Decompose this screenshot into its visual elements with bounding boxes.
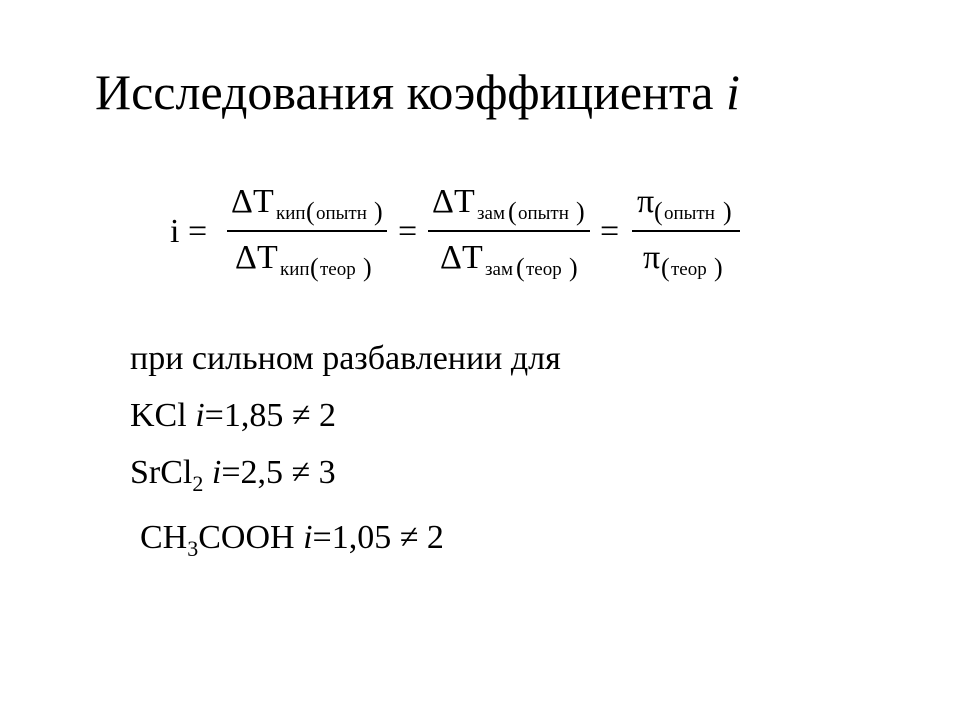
substance-srcl2: SrCl$_2$ bbox=[130, 454, 204, 496]
numerator-delta: Δ bbox=[231, 183, 253, 220]
denominator-delta: Δ bbox=[235, 239, 257, 276]
numerator-paren-open: ( bbox=[508, 197, 517, 226]
numerator-paren-close: ) bbox=[723, 197, 732, 226]
formula-lhs: i bbox=[170, 213, 180, 250]
numerator-delta: Δ bbox=[432, 183, 454, 220]
dilution-text: при сильном разбавлении для bbox=[130, 340, 561, 377]
fraction-bar-osmotic bbox=[632, 230, 740, 232]
substance-kcl: KCl bbox=[130, 397, 187, 434]
denominator-paren-close: ) bbox=[569, 253, 578, 282]
denominator-paren-open: ( bbox=[516, 253, 525, 282]
value-srcl2: =2,5 ≠ 3 bbox=[221, 454, 336, 491]
numerator-T: T bbox=[253, 183, 274, 220]
variable-i: i bbox=[211, 454, 222, 491]
variable-i: i bbox=[195, 397, 205, 434]
slide-title-text: Исследования коэффициента bbox=[95, 64, 714, 120]
denominator-pi: π bbox=[643, 239, 661, 276]
denominator-paren-open: ( bbox=[661, 253, 670, 282]
numerator-T: T bbox=[454, 183, 475, 220]
denominator-T: T bbox=[257, 239, 278, 276]
body-line-dilution bbox=[130, 339, 561, 379]
numerator-sub-exp: опытн bbox=[316, 203, 367, 224]
numerator-sub-exp: опытн bbox=[518, 203, 569, 224]
value-ch3cooh: =1,05 ≠ 2 bbox=[312, 519, 444, 556]
subscript-2: 2 bbox=[192, 471, 204, 496]
denominator-sub-theor: теор bbox=[320, 259, 356, 280]
value-kcl: =1,85 ≠ 2 bbox=[204, 397, 336, 434]
numerator-paren-close: ) bbox=[374, 197, 383, 226]
variable-i: i bbox=[303, 519, 313, 556]
formula-i-coefficient bbox=[0, 0, 960, 300]
subscript-3: 3 bbox=[187, 536, 199, 561]
slide-title-variable: i bbox=[725, 64, 740, 120]
formula-eq-2: = bbox=[398, 213, 418, 250]
denominator-paren-open: ( bbox=[310, 253, 319, 282]
numerator-sub-exp: опытн bbox=[664, 203, 715, 224]
denominator-sub-zam: зам bbox=[485, 259, 513, 280]
body-line-ch3cooh bbox=[140, 518, 444, 561]
numerator-paren-open: ( bbox=[654, 197, 663, 226]
denominator-paren-close: ) bbox=[714, 253, 723, 282]
fraction-bar-freezing bbox=[428, 230, 590, 232]
numerator-pi: π bbox=[637, 183, 655, 220]
denominator-sub-kip: кип bbox=[280, 259, 310, 280]
formula-eq-1: = bbox=[188, 213, 208, 250]
numerator-paren-open: ( bbox=[306, 197, 315, 226]
denominator-sub-theor: теор bbox=[671, 259, 707, 280]
numerator-sub-kip: кип bbox=[276, 203, 306, 224]
denominator-T: T bbox=[462, 239, 483, 276]
numerator-paren-close: ) bbox=[576, 197, 585, 226]
denominator-delta: Δ bbox=[440, 239, 462, 276]
numerator-sub-zam: зам bbox=[477, 203, 505, 224]
body-line-srcl2 bbox=[130, 453, 336, 496]
substance-ch3cooh: $CH_3COOH$ bbox=[140, 519, 295, 561]
fraction-bar-boiling bbox=[227, 230, 387, 232]
body-line-kcl bbox=[130, 396, 336, 436]
denominator-paren-close: ) bbox=[363, 253, 372, 282]
denominator-sub-theor: теор bbox=[526, 259, 562, 280]
formula-eq-3: = bbox=[600, 213, 620, 250]
